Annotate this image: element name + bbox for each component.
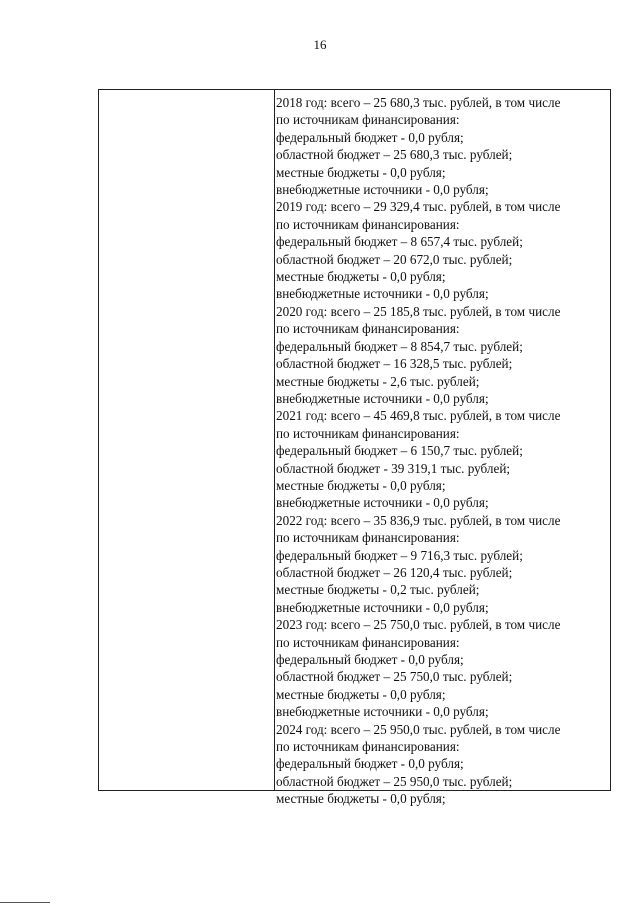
year-block [276, 616, 610, 720]
regional-budget-line: областной бюджет – 26 120,4 тыс. рублей; [276, 564, 513, 580]
extrabudgetary-line: внебюджетные источники - 0,0 рубля; [276, 704, 489, 720]
page-number: 16 [313, 37, 327, 52]
year-total-line: 2021 год: всего – 45 469,8 тыс. рублей, в том числе [276, 408, 561, 424]
extrabudgetary-line: внебюджетные источники - 0,0 рубля; [276, 390, 489, 406]
federal-budget-line: федеральный бюджет - 0,0 рубля; [276, 756, 464, 772]
regional-budget-line: областной бюджет – 16 328,5 тыс. рублей; [276, 356, 513, 372]
funding-table [98, 89, 611, 807]
funding-sources-label: по источникам финансирования: [276, 216, 460, 232]
local-budgets-line: местные бюджеты - 0,0 рубля; [276, 269, 446, 285]
year-block [276, 512, 610, 616]
federal-budget-line: федеральный бюджет – 6 150,7 тыс. рублей; [276, 443, 523, 459]
funding-sources-label: по источникам финансирования: [276, 112, 460, 128]
year-block [276, 94, 610, 198]
funding-sources-label: по источникам финансирования: [276, 425, 460, 441]
year-total-line: 2019 год: всего – 29 329,4 тыс. рублей, в том числе [276, 199, 561, 215]
local-budgets-line: местные бюджеты - 2,6 тыс. рублей; [276, 373, 480, 389]
column-divider [274, 90, 275, 790]
federal-budget-line: федеральный бюджет – 9 716,3 тыс. рублей; [276, 547, 523, 563]
federal-budget-line: федеральный бюджет - 0,0 рубля; [276, 129, 464, 145]
regional-budget-line: областной бюджет – 25 750,0 тыс. рублей; [276, 669, 513, 685]
extrabudgetary-line: внебюджетные источники - 0,0 рубля; [276, 599, 489, 615]
year-total-line: 2022 год: всего – 35 836,9 тыс. рублей, в том числе [276, 512, 561, 528]
regional-budget-line: областной бюджет – 25 950,0 тыс. рублей; [276, 773, 513, 789]
local-budgets-line: местные бюджеты - 0,0 рубля; [276, 164, 446, 180]
year-total-line: 2018 год: всего – 25 680,3 тыс. рублей, в том числе [276, 95, 561, 110]
year-total-line: 2020 год: всего – 25 185,8 тыс. рублей, в том числе [276, 303, 561, 319]
funding-sources-label: по источникам финансирования: [276, 634, 460, 650]
table-left-cell [99, 90, 274, 790]
extrabudgetary-line: внебюджетные источники - 0,0 рубля; [276, 286, 489, 302]
year-block [276, 407, 610, 511]
local-budgets-line: местные бюджеты - 0,0 рубля; [276, 686, 446, 702]
federal-budget-line: федеральный бюджет – 8 657,4 тыс. рублей; [276, 234, 523, 250]
footnote-rule [0, 902, 50, 903]
federal-budget-line: федеральный бюджет – 8 854,7 тыс. рублей; [276, 338, 523, 354]
funding-sources-label: по источникам финансирования: [276, 530, 460, 546]
extrabudgetary-line: внебюджетные источники - 0,0 рубля; [276, 182, 489, 198]
federal-budget-line: федеральный бюджет - 0,0 рубля; [276, 652, 464, 667]
funding-sources-label: по источникам финансирования: [276, 321, 460, 337]
local-budgets-line: местные бюджеты - 0,2 тыс. рублей; [276, 582, 480, 598]
year-block [276, 721, 610, 808]
extrabudgetary-line: внебюджетные источники - 0,0 рубля; [276, 495, 489, 511]
regional-budget-line: областной бюджет – 25 680,3 тыс. рублей; [276, 147, 513, 163]
local-budgets-line: местные бюджеты - 0,0 рубля; [276, 477, 446, 493]
funding-sources-label: по источникам финансирования: [276, 739, 460, 755]
local-budgets-line: местные бюджеты - 0,0 рубля; [276, 791, 446, 807]
year-block [276, 198, 610, 302]
year-total-line: 2023 год: всего – 25 750,0 тыс. рублей, в том числе [276, 617, 561, 633]
regional-budget-line: областной бюджет - 39 319,1 тыс. рублей; [276, 460, 511, 476]
year-total-line: 2024 год: всего – 25 950,0 тыс. рублей, в том числе [276, 721, 561, 737]
regional-budget-line: областной бюджет – 20 672,0 тыс. рублей; [276, 251, 513, 267]
table-right-cell [276, 94, 610, 808]
year-block [276, 303, 610, 407]
